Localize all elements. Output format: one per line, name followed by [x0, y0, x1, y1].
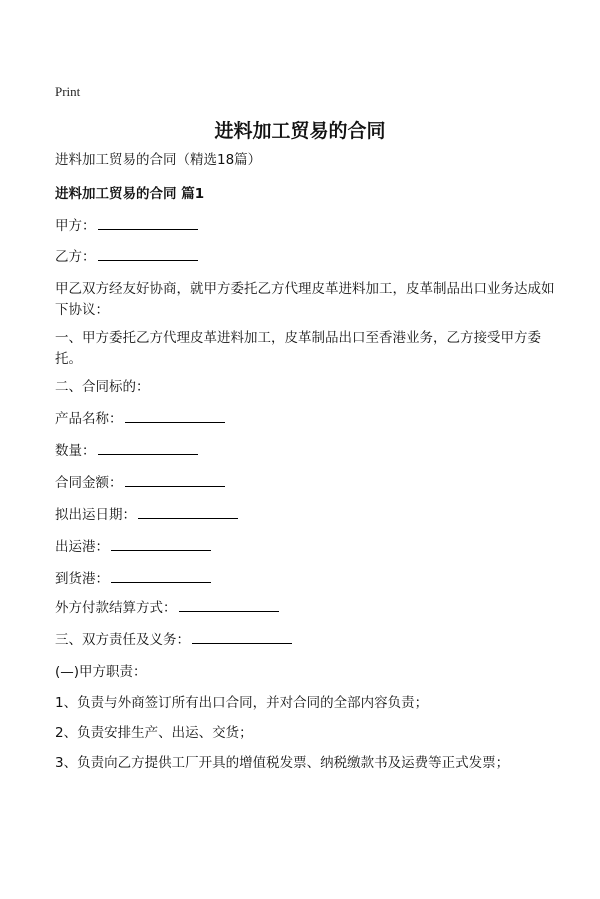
- quantity-label: 数量：: [55, 443, 96, 459]
- section-heading: 进料加工贸易的合同 篇1: [55, 186, 205, 202]
- ship-date-line: [55, 505, 238, 526]
- ship-date-label: 拟出运日期：: [55, 507, 136, 523]
- party-b-label: 乙方：: [55, 249, 96, 265]
- departure-port-line: [55, 537, 211, 558]
- ship-date-blank: [138, 505, 238, 519]
- amount-label: 合同金额：: [55, 475, 123, 491]
- arrival-port-line: [55, 569, 211, 590]
- party-b-blank: [98, 247, 198, 261]
- duty-item: 1、负责与外商签订所有出口合同，并对合同的全部内容负责；: [55, 695, 429, 711]
- clause-3-label: 三、双方责任及义务：: [55, 632, 190, 648]
- duty-item: 2、负责安排生产、出运、交货；: [55, 725, 253, 741]
- party-b-line: [55, 247, 198, 268]
- quantity-blank: [98, 441, 198, 455]
- arrival-port-blank: [111, 569, 211, 583]
- party-a-line: [55, 216, 198, 237]
- departure-port-label: 出运港：: [55, 539, 109, 555]
- clause-2: 二、合同标的：: [55, 379, 150, 395]
- product-name-blank: [125, 409, 225, 423]
- print-label: Print: [55, 84, 81, 99]
- product-name-line: [55, 409, 225, 430]
- document-title: 进料加工贸易的合同: [214, 120, 386, 142]
- party-a-duties-heading: (—)甲方职责：: [55, 664, 147, 680]
- payment-method-line: [55, 598, 279, 619]
- product-name-label: 产品名称：: [55, 411, 123, 427]
- party-a-blank: [98, 216, 198, 230]
- duty-item: 3、负责向乙方提供工厂开具的增值税发票、纳税缴款书及运费等正式发票；: [55, 755, 510, 771]
- clause-3-line: [55, 630, 292, 651]
- arrival-port-label: 到货港：: [55, 571, 109, 587]
- quantity-line: [55, 441, 198, 462]
- clause-3-blank: [192, 630, 292, 644]
- intro-paragraph: 甲乙双方经友好协商，就甲方委托乙方代理皮革进料加工，皮革制品出口业务达成如下协议：: [55, 281, 555, 318]
- party-a-label: 甲方：: [55, 218, 96, 234]
- amount-line: [55, 473, 225, 494]
- payment-method-label: 外方付款结算方式：: [55, 600, 177, 616]
- document-subtitle: 进料加工贸易的合同（精选18篇）: [55, 152, 262, 168]
- departure-port-blank: [111, 537, 211, 551]
- amount-blank: [125, 473, 225, 487]
- payment-method-blank: [179, 598, 279, 612]
- clause-1: 一、甲方委托乙方代理皮革进料加工，皮革制品出口至香港业务，乙方接受甲方委托。: [55, 330, 541, 367]
